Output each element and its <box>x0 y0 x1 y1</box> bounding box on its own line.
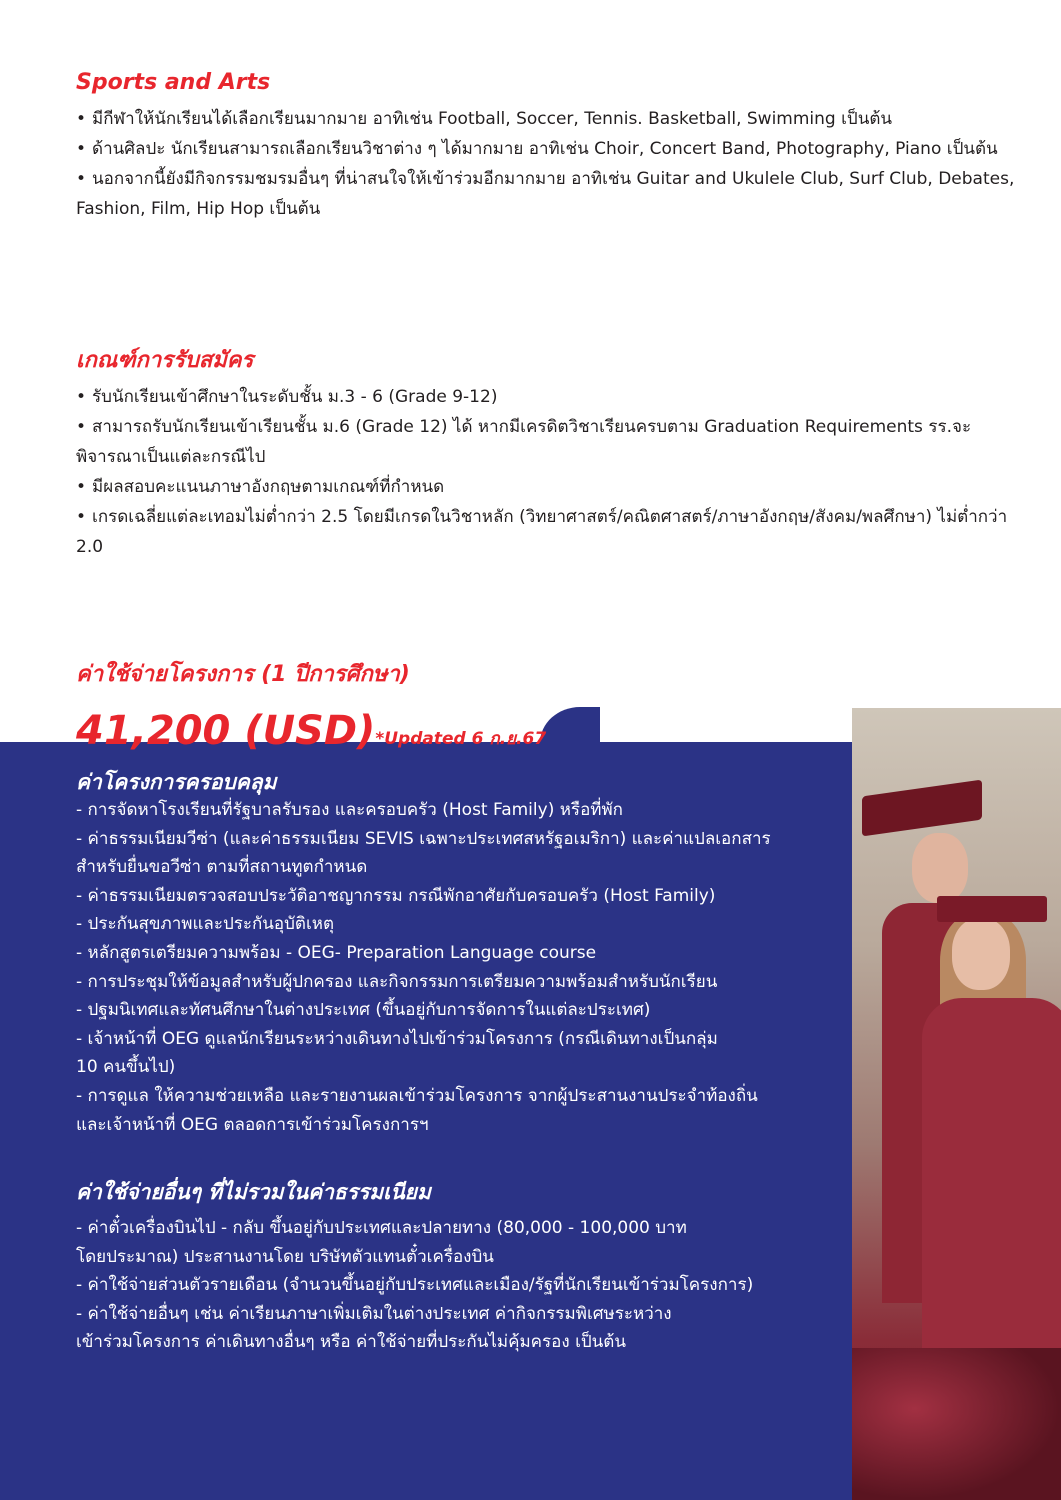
sports-arts-section <box>76 68 1026 224</box>
excluded-section <box>76 1178 852 1357</box>
sports-arts-heading: Sports and Arts <box>76 70 271 95</box>
excluded-line: โดยประมาณ) ประสานงานโดย บริษัทตัวแทนตั๋วเครื่องบิน <box>76 1246 494 1267</box>
criteria-item-text: รับนักเรียนเข้าศึกษาในระดับชั้น ม.3 - 6 (Grade 9-12) <box>92 387 498 407</box>
excluded-line: - ค่าใช้จ่ายอื่นๆ เช่น ค่าเรียนภาษาเพิ่มเติมในต่างประเทศ ค่ากิจกรรมพิเศษระหว่าง <box>76 1303 672 1324</box>
excluded-line: เข้าร่วมโครงการ ค่าเดินทางอื่นๆ หรือ ค่าใช้จ่ายที่ประกันไม่คุ้มครอง เป็นต้น <box>76 1332 626 1353</box>
price-row <box>76 708 546 758</box>
covered-line: 10 คนขึ้นไป) <box>76 1057 176 1078</box>
blue-panel-tab <box>540 707 600 747</box>
criteria-item: • สามารถรับนักเรียนเข้าเรียนชั้น ม.6 (Grade 12) ได้ หากมีเครดิตวิชาเรียนครบตาม Graduation Requirements รร.จะพิจารณาเป็นแต่ละกรณีไป <box>76 417 972 467</box>
covered-section <box>76 768 852 1139</box>
criteria-section <box>76 346 1026 562</box>
covered-line: สำหรับยื่นขอวีซ่า ตามที่สถานทูตกำหนด <box>76 857 368 878</box>
covered-line: - การประชุมให้ข้อมูลสำหรับผู้ปกครอง และกิจกรรมการเตรียมความพร้อมสำหรับนักเรียน <box>76 971 718 992</box>
criteria-item-text: สามารถรับนักเรียนเข้าเรียนชั้น ม.6 (Grade 12) ได้ หากมีเครดิตวิชาเรียนครบตาม Graduation Requirements รร.จะพิจารณาเป็นแต่ละกรณีไป <box>76 417 972 467</box>
sports-item-text: ด้านศิลปะ นักเรียนสามารถเลือกเรียนวิชาต่าง ๆ ได้มากมาย อาทิเช่น Choir, Concert Band, Photography, Piano เป็นต้น <box>92 139 998 159</box>
criteria-heading: เกณฑ์การรับสมัคร <box>76 348 254 373</box>
price-value: 41,200 (USD) <box>76 708 376 754</box>
covered-line: - ค่าธรรมเนียมวีซ่า (และค่าธรรมเนียม SEVIS เฉพาะประเทศสหรัฐอเมริกา) และค่าแปลเอกสาร <box>76 828 771 849</box>
price-update-note: *Updated 6 ก.ย.67 <box>375 729 547 749</box>
covered-line: - ประกันสุขภาพและประกันอุบัติเหตุ <box>76 914 335 935</box>
criteria-item-text: มีผลสอบคะแนนภาษาอังกฤษตามเกณฑ์ที่กำหนด <box>92 477 445 497</box>
cost-heading: ค่าใช้จ่ายโครงการ (1 ปีการศึกษา) <box>76 662 410 687</box>
excluded-line: - ค่าตั๋วเครื่องบินไป - กลับ ขึ้นอยู่กับประเทศและปลายทาง (80,000 - 100,000 บาท <box>76 1218 687 1238</box>
sports-item-text: นอกจากนี้ยังมีกิจกรรมชมรมอื่นๆ ที่น่าสนใจให้เข้าร่วมอีกมากมาย อาทิเช่น Guitar and Ukulele Club, Surf Club, Debates, Fashion, Film, Hip Hop เป็นต้น <box>76 169 1015 219</box>
criteria-item-text: เกรดเฉลี่ยแต่ละเทอมไม่ต่ำกว่า 2.5 โดยมีเกรดในวิชาหลัก (วิทยาศาสตร์/คณิตศาสตร์/ภาษาอังกฤษ/สังคม/พลศึกษา) ไม่ต่ำกว่า 2.0 <box>76 507 1008 557</box>
criteria-item: • รับนักเรียนเข้าศึกษาในระดับชั้น ม.3 - 6 (Grade 9-12) <box>76 387 498 407</box>
cost-section <box>76 660 1026 696</box>
sports-item: • มีกีฬาให้นักเรียนได้เลือกเรียนมากมาย อาทิเช่น Football, Soccer, Tennis. Basketball, Swimming เป็นต้น <box>76 109 892 129</box>
covered-line: - ค่าธรรมเนียมตรวจสอบประวัติอาชญากรรม กรณีพักอาศัยกับครอบครัว (Host Family) <box>76 885 716 906</box>
covered-line: - การจัดหาโรงเรียนที่รัฐบาลรับรอง และครอบครัว (Host Family) หรือที่พัก <box>76 800 623 820</box>
covered-line: - การดูแล ให้ความช่วยเหลือ และรายงานผลเข้าร่วมโครงการ จากผู้ประสานงานประจำท้องถิ่น <box>76 1085 758 1106</box>
excluded-line: - ค่าใช้จ่ายส่วนตัวรายเดือน (จำนวนขึ้นอยู่กับประเทศและเมือง/รัฐที่นักเรียนเข้าร่วมโครงการ) <box>76 1275 754 1296</box>
graduation-photo <box>852 708 1061 1500</box>
sports-item: • นอกจากนี้ยังมีกิจกรรมชมรมอื่นๆ ที่น่าสนใจให้เข้าร่วมอีกมากมาย อาทิเช่น Guitar and Ukulele Club, Surf Club, Debates, Fashion, Film, Hip Hop เป็นต้น <box>76 169 1015 219</box>
covered-line: - หลักสูตรเตรียมความพร้อม - OEG- Preparation Language course <box>76 942 597 963</box>
covered-line: - ปฐมนิเทศและทัศนศึกษาในต่างประเทศ (ขึ้นอยู่กับการจัดการในแต่ละประเทศ) <box>76 1000 651 1021</box>
excluded-heading: ค่าใช้จ่ายอื่นๆ ที่ไม่รวมในค่าธรรมเนียม <box>76 1180 431 1204</box>
covered-heading: ค่าโครงการครอบคลุม <box>76 770 277 794</box>
criteria-item: • เกรดเฉลี่ยแต่ละเทอมไม่ต่ำกว่า 2.5 โดยมีเกรดในวิชาหลัก (วิทยาศาสตร์/คณิตศาสตร์/ภาษาอังกฤษ/สังคม/พลศึกษา) ไม่ต่ำกว่า 2.0 <box>76 507 1008 557</box>
covered-line: และเจ้าหน้าที่ OEG ตลอดการเข้าร่วมโครงการฯ <box>76 1114 429 1135</box>
sports-item: • ด้านศิลปะ นักเรียนสามารถเลือกเรียนวิชาต่าง ๆ ได้มากมาย อาทิเช่น Choir, Concert Band, Photography, Piano เป็นต้น <box>76 139 998 159</box>
covered-line: - เจ้าหน้าที่ OEG ดูแลนักเรียนระหว่างเดินทางไปเข้าร่วมโครงการ (กรณีเดินทางเป็นกลุ่ม <box>76 1028 718 1049</box>
sports-item-text: มีกีฬาให้นักเรียนได้เลือกเรียนมากมาย อาทิเช่น Football, Soccer, Tennis. Basketball, Swimming เป็นต้น <box>92 109 892 129</box>
criteria-item: • มีผลสอบคะแนนภาษาอังกฤษตามเกณฑ์ที่กำหนด <box>76 477 445 497</box>
